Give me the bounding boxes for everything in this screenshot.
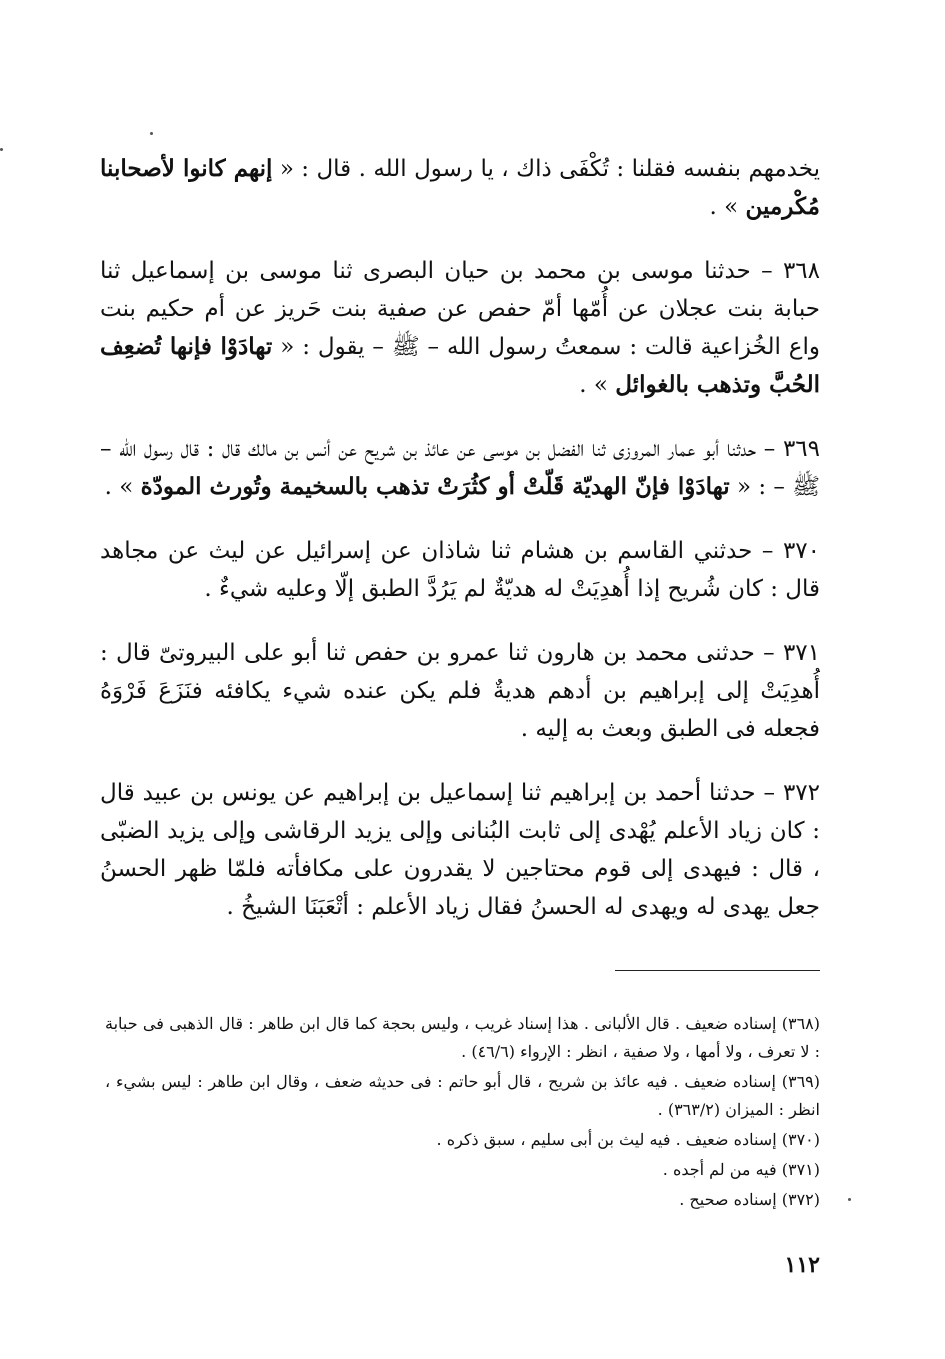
paragraph-intro [100, 150, 820, 226]
hadith-368-text: ٣٦٨ – حدثنا موسى بن محمد بن حيان البصرى ثنا موسى بن إسماعيل ثنا حبابة بنت عجلان عن أُمّها أمّ حفص عن صفية بنت حَريز عن أم حكيم بنت واع الخُزاعية قالت : سمعتُ رسول الله – ﷺ – يقول : « [100, 258, 820, 360]
hadith-370-text: ٣٧٠ – حدثني القاسم بن هشام ثنا شاذان عن إسرائيل عن ليث عن مجاهد قال : كان شُريح إذا أُهدِيَتْ له هديّةٌ لم يَرُدَّ الطبق إلّا وعليه شيءٌ . [100, 538, 820, 602]
hadith-369 [100, 430, 820, 506]
footnotes [105, 1010, 820, 1214]
hadith-368-end: » . [579, 372, 616, 398]
footnote-371: (٣٧١) فيه من لم أجده . [662, 1160, 820, 1179]
hadith-368 [100, 252, 820, 404]
scan-speck [150, 132, 153, 135]
paragraph-intro-text: يخدمهم بنفسه فقلنا : تُكْفَى ذاك ، يا رسول الله . قال : « [272, 156, 820, 182]
footnote-369: (٣٦٩) إسناده ضعيف . فيه عائذ بن شريح ، قال أبو حاتم : فى حديثه ضعف ، وقال ابن طاهر : ليس بشيء ، انظر : الميزان (٣٦٣/٢) . [105, 1072, 820, 1119]
paragraph-intro-bold: إنهم كانوا لأصحابنا مُكْرمين [100, 155, 820, 220]
hadith-370 [100, 532, 820, 608]
footnote-divider [615, 970, 820, 971]
footnote-368: (٣٦٨) إسناده ضعيف . قال الألبانى . هذا إسناد غريب ، وليس بحجة كما قال ابن طاهر : قال الذهبى فى حبابة : لا تعرف ، ولا أمها ، ولا صفية ، انظر : الإرواء (٤٦/٦) . [105, 1014, 820, 1061]
main-text [100, 150, 820, 926]
paragraph-intro-end: » . [709, 194, 746, 220]
hadith-372-text: ٣٧٢ – حدثنا أحمد بن إبراهيم ثنا إسماعيل بن إبراهيم عن يونس بن عبيد قال : كان زياد الأعلم يُهْدى إلى ثابت البُنانى وإلى يزيد الرقاشى وإلى يزيد الضبّى ، قال : فيهدى إلى قوم محتاجين لا يقدرون على مكافأته فلمّا ظهر الحسنُ جعل يهدى له ويهدى له الحسنُ فقال زياد الأعلم : أتْعَبَنَا الشيخُ . [100, 780, 820, 920]
hadith-371 [100, 634, 820, 748]
hadith-369-bold: تهادَوْا فإنّ الهديّة قَلّتْ أو كثُرَتْ تذهب بالسخيمة وتُورث المودّة [140, 473, 730, 500]
hadith-368-bold: تهادَوْا فإنها تُضعِف الحُبَّ وتذهب بالغوائل [100, 333, 820, 398]
scan-speck [848, 1198, 851, 1201]
footnote-372: (٣٧٢) إسناده صحيح . [679, 1190, 820, 1209]
hadith-369-text: ٣٦٩ – حدثنا أبو عمار المروزى ثنا الفضل بن موسى عن عائذ بن شريح عن أنس بن مالك قال : قال رسول الله – ﷺ – : « [100, 436, 820, 500]
page-number: ١١٢ [784, 1252, 820, 1278]
hadith-371-text: ٣٧١ – حدثنى محمد بن هارون ثنا عمرو بن حفص ثنا أبو على البيروتىّ قال : أُهدِيَتْ إلى إبراهيم بن أدهم هديةٌ فلم يكن عنده شيء يكافئه فنَزَعَ فَرْوَهُ فجعله فى الطبق وبعث به إليه . [100, 640, 820, 742]
scan-speck [0, 148, 3, 151]
footnote-370: (٣٧٠) إسناده ضعيف . فيه ليث بن أبى سليم ، سبق ذكره . [436, 1130, 820, 1149]
hadith-369-end: » . [104, 474, 141, 500]
hadith-372 [100, 774, 820, 926]
